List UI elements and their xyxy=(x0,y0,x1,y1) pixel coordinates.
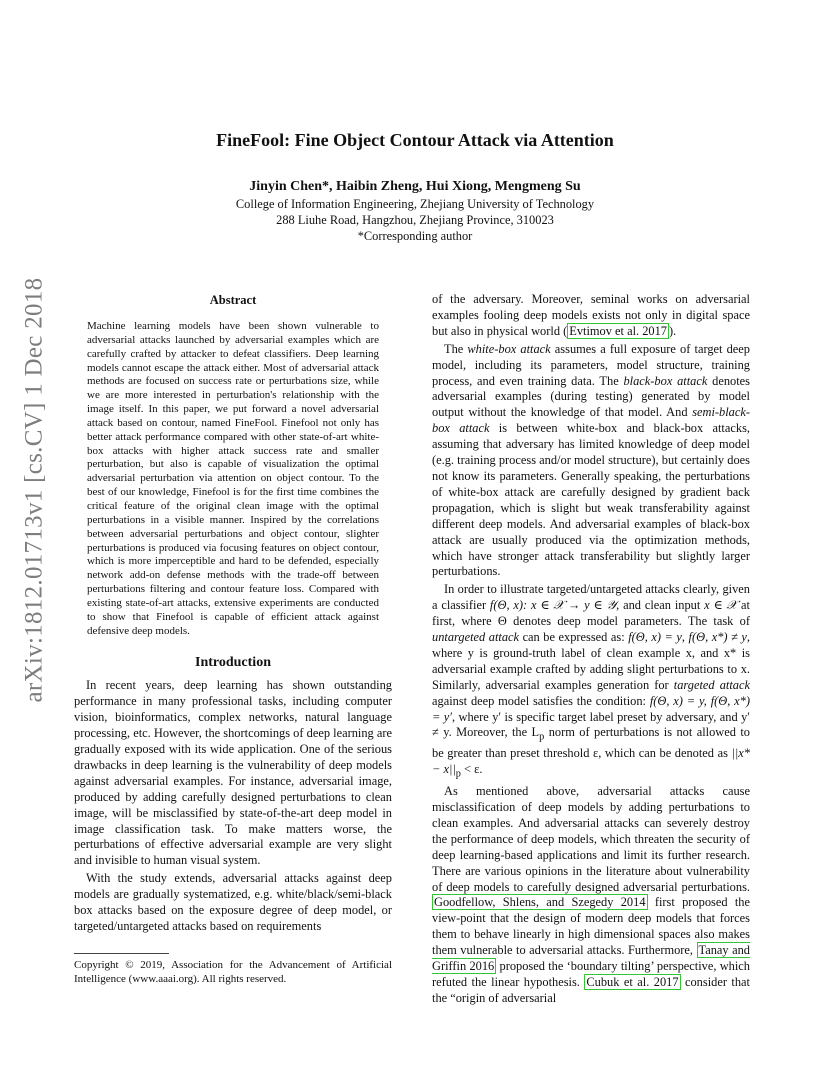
left-column xyxy=(74,292,392,986)
arxiv-identifier xyxy=(16,277,52,703)
paper-title: FineFool: Fine Object Contour Attack via Attention xyxy=(216,130,614,150)
corresponding-author-note: *Corresponding author xyxy=(357,229,473,243)
abstract-heading: Abstract xyxy=(209,293,257,307)
intro-paragraph-1: In recent years, deep learning has shown outstanding performance in many professional tasks, including computer vision, bioinformatics, complex networks, natural language processing, etc. However, the shortcomings of deep learning are gradually exposed with its wide application. One of the serious drawbacks in deep learning is the vulnerability of deep models against adversarial examples. For instance, adversarial image, produced by adding carefully designed perturbations to clean image, will be misclassified by state-of-the-art deep model in image classification task. To make matters worse, the perturbations of effective adversarial example are very slight and invisible to human visual system. xyxy=(74,678,392,868)
right-column xyxy=(432,292,750,1007)
copyright-footnote: Copyright © 2019, Association for the Advancement of Artificial Intelligence (www.aaai.org). All rights reserved. xyxy=(74,958,392,985)
citation-cubuk[interactable]: Cubuk et al. 2017 xyxy=(586,975,679,989)
right-paragraph-1: of the adversary. Moreover, seminal works on adversarial examples fooling deep models exists not only in digital space but also in physical world ( Evtimov et al. 2017 ). xyxy=(432,292,750,338)
arxiv-identifier-text: arXiv:1812.01713v1 [cs.CV] 1 Dec 2018 xyxy=(20,277,48,703)
affiliation: College of Information Engineering, Zhejiang University of Technology xyxy=(235,197,595,211)
title-block xyxy=(74,128,756,244)
intro-paragraph-2: With the study extends, adversarial attacks against deep models are gradually systematized, e.g. white/black/semi-black box attacks based on the exposure degree of deep model, or targeted/untargeted attacks based on requirements xyxy=(74,871,392,933)
math-classifier: f(Θ, x): x ∈ 𝒳 → y ∈ 𝒴 xyxy=(489,598,617,613)
right-paragraph-2: The white-box attack assumes a full exposure of target deep model, including its parameters, model structure, training process, and even training data. The black-box attack denotes adversarial examples (during testing) generated by model output without the knowledge of that model. And semi-black-box attack is between white-box and black-box attacks, assuming that adversary has limited knowledge of deep model (e.g. training process and/or model structure), but certainly does not know its parameters. Generally speaking, the perturbations of white-box attack are carefully designed by gradient back propagation, which is slight but weak transferability against different deep models. And adversarial examples of black-box attack are usually produced via the optimization methods, which have stronger attack transferability but slightly larger perturbations. xyxy=(432,341,750,579)
citation-tanay[interactable]: Tanay and Griffin 2016 xyxy=(432,943,750,974)
citation-evtimov[interactable]: Evtimov et al. 2017 xyxy=(569,323,667,338)
author-list: Jinyin Chen*, Haibin Zheng, Hui Xiong, Mengmeng Su xyxy=(249,179,581,194)
footnote-rule xyxy=(74,953,169,954)
right-paragraph-3: In order to illustrate targeted/untargeted attacks clearly, given a classifier f(Θ, x): x ∈ 𝒳 → y ∈ 𝒴, and clean input x ∈ 𝒳 at first, where Θ denotes deep model parameters. The task of untargeted attack can be expressed as: f(Θ, x) = y, f(Θ, x*) ≠ y, where y is ground-truth label of clean example x, and x* is adversarial example crafted by adding slight perturbations to x. Similarly, adversarial examples generation for targeted attack against deep model satisfies the condition: f(Θ, x) = y, f(Θ, x*) = y′, where y′ is specific target label preset by adversary, and y′ ≠ y. Moreover, the $L_p$ norm of perturbations is not allowed to be greater than preset threshold ε, which can be denoted as $||x* - x||_p < \varepsilon$. xyxy=(432,582,750,780)
right-paragraph-4: As mentioned above, adversarial attacks cause misclassification of deep models by adding perturbations to clean examples. And adversarial attacks can severely destroy the performance of deep models, which threaten the security of deep learning-based applications and limit its further research. There are various opinions in the literature about vulnerability of deep models to carefully designed adversarial perturbations. Goodfellow, Shlens, and Szegedy 2014 first proposed the view-point that the design of modern deep models that forces them to behave linearly in high dimensional spaces also makes them vulnerable to adversarial attacks. Furthermore, Tanay and Griffin 2016 proposed the ‘boundary tilting’ perspective, which refuted the linear hypothesis. Cubuk et al. 2017 consider that the “origin of adversarial xyxy=(432,784,750,1005)
abstract-text: Machine learning models have been shown vulnerable to adversarial attacks launched by adversarial examples which are carefully crafted by attacker to defeat classifiers. Deep learning models cannot escape the attack either. Most of adversarial attack methods are focused on success rate or perturbations size, while we are more interested in perturbation's relationship with the image itself. In this paper, we put forward a novel adversarial attack based on contour, named FineFool. Finefool not only has better attack performance compared with other state-of-art white-box attacks with higher attack success rate and smaller perturbation, but also is capable of visualization the optimal adversarial perturbation via attention on object contour. To the best of our knowledge, Finefool is for the first time combines the critical feature of the original clean image with the optimal perturbations in a visible manner. Inspired by the correlations between adversarial perturbations and object contour, slighter perturbations is produced via focusing features on object contour, which is more imperceptible and hard to be defended, especially network add-on defense methods with the trade-off between perturbations filtering and contour feature loss. Compared with existing state-of-art attacks, extensive experiments are conducted to show that Finefool is capable of efficient attack against defensive deep models. xyxy=(87,320,379,637)
address: 288 Liuhe Road, Hangzhou, Zhejiang Province, 310023 xyxy=(276,213,554,227)
citation-goodfellow[interactable]: Goodfellow, Shlens, and Szegedy 2014 xyxy=(434,895,646,910)
introduction-heading: Introduction xyxy=(195,655,271,671)
